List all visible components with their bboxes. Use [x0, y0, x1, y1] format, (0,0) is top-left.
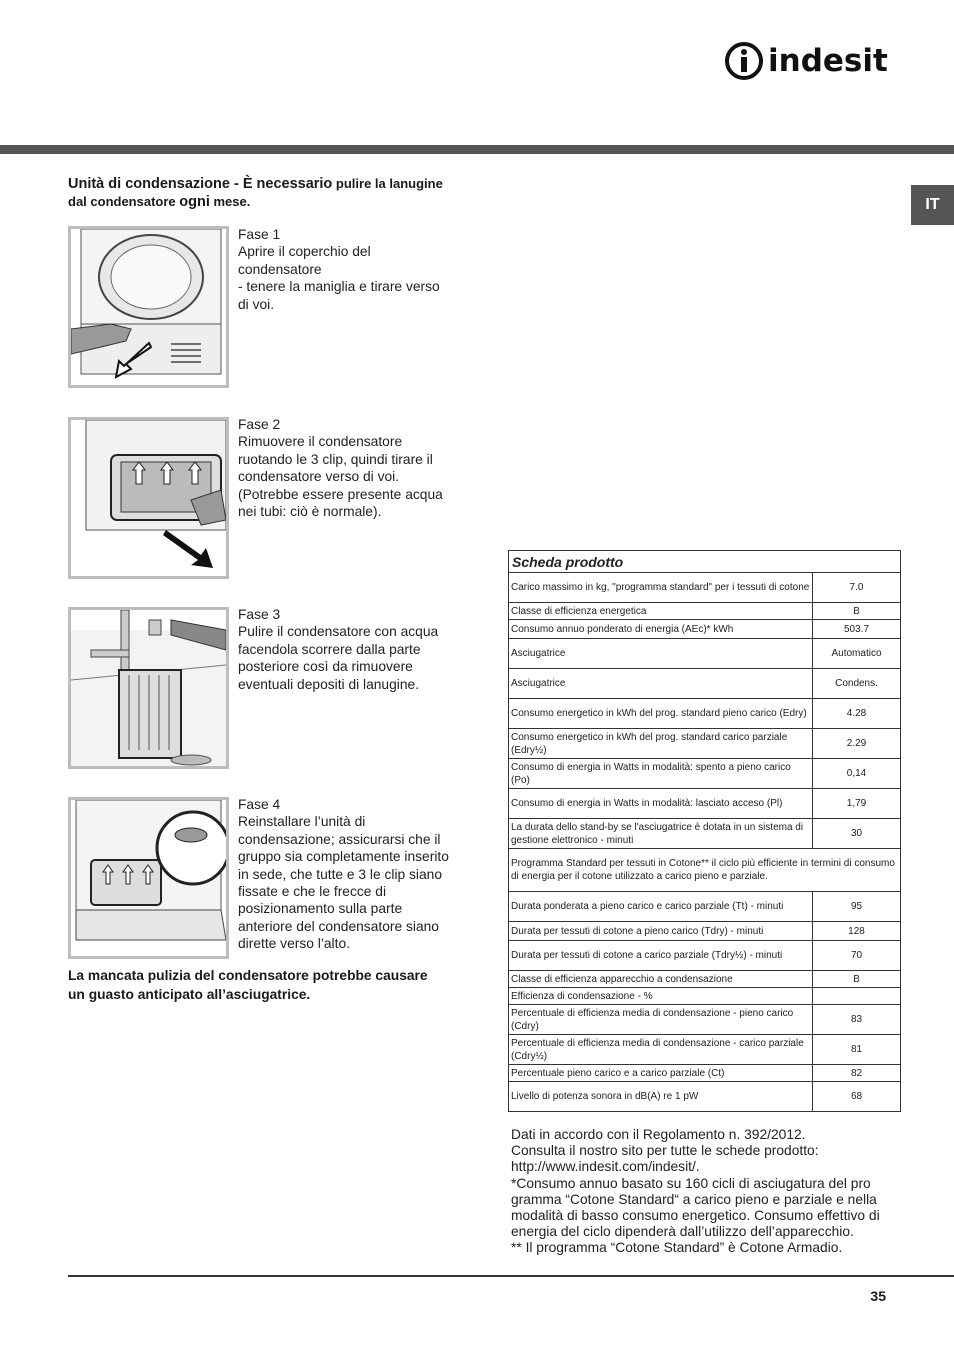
regulation-notes	[511, 1127, 889, 1257]
row-label: Durata ponderata a pieno carico e carico parziale (Tt) - minuti	[509, 892, 813, 922]
indesit-i-icon	[724, 40, 764, 82]
section-title-ogni: ogni	[179, 194, 210, 210]
notes-line: ** Il programma “Cotone Standard” è Cotone Armadio.	[511, 1240, 843, 1256]
table-row	[509, 699, 901, 729]
brand-name: indesit	[768, 43, 888, 79]
row-label: Classe di efficienza energetica	[509, 603, 813, 620]
row-label: La durata dello stand-by se l'asciugatrice è dotata in un sistema di gestione elettronico - minuti	[509, 819, 813, 849]
table-row	[509, 603, 901, 620]
row-label: Percentuale di efficienza media di condensazione - pieno carico (Cdry)	[509, 1005, 813, 1035]
table-row	[509, 1005, 901, 1035]
table-row	[509, 759, 901, 789]
step-1-text	[238, 226, 450, 313]
table-row	[509, 941, 901, 971]
table-row	[509, 1035, 901, 1065]
row-label: Programma Standard per tessuti in Cotone** il ciclo più efficiente in termini di consumo di energia per il cotone utilizzato a carico pieno e parziale.	[509, 849, 901, 892]
table-row	[509, 789, 901, 819]
table-row	[509, 849, 901, 892]
row-label: Asciugatrice	[509, 639, 813, 669]
table-header-row	[509, 551, 901, 573]
notes-line: *Consumo annuo basato su 160 cicli di asciugatura del pro	[511, 1175, 871, 1191]
table-row	[509, 1082, 901, 1112]
row-label: Percentuale di efficienza media di condensazione - carico parziale (Cdry½)	[509, 1035, 813, 1065]
table-row	[509, 573, 901, 603]
product-sheet-title: Scheda prodotto	[509, 551, 901, 573]
brand-logo	[724, 40, 888, 82]
step-3-body: Pulire il condensatore con acqua facendola scorrere dalla parte posteriore così da rimuovere eventuali depositi di lanugine.	[238, 624, 439, 692]
step-1-illustration	[68, 226, 229, 388]
row-label: Durata per tessuti di cotone a carico parziale (Tdry½) - minuti	[509, 941, 813, 971]
row-value: 128	[813, 922, 901, 941]
row-value: 1,79	[813, 789, 901, 819]
notes-line: Consulta il nostro sito per tutte le schede prodotto:	[511, 1143, 819, 1159]
row-label: Consumo energetico in kWh del prog. standard pieno carico (Edry)	[509, 699, 813, 729]
website-link[interactable]: http://www.indesit.com/indesit/.	[511, 1159, 700, 1175]
row-label: Livello di potenza sonora in dB(A) re 1 pW	[509, 1082, 813, 1112]
row-value: 503.7	[813, 620, 901, 639]
table-row	[509, 729, 901, 759]
table-row	[509, 639, 901, 669]
row-value: 70	[813, 941, 901, 971]
row-value: B	[813, 603, 901, 620]
step-4-text	[238, 796, 450, 953]
table-row	[509, 620, 901, 639]
table-row	[509, 892, 901, 922]
step-2-illustration	[68, 417, 229, 579]
step-3-illustration	[68, 607, 229, 769]
notes-line: energia del ciclo dipenderà dall’utilizzo dell’apparecchio.	[511, 1224, 854, 1240]
table-row	[509, 819, 901, 849]
step-4-illustration	[68, 797, 229, 959]
notes-line: gramma “Cotone Standard“ a carico pieno e parziale e nella	[511, 1191, 877, 1207]
row-label: Classe di efficienza apparecchio a condensazione	[509, 971, 813, 988]
row-label: Durata per tessuti di cotone a pieno carico (Tdry) - minuti	[509, 922, 813, 941]
row-value	[813, 988, 901, 1005]
step-2-text	[238, 416, 450, 520]
section-title-main: Unità di condensazione - È necessario	[68, 176, 333, 192]
step-1-body: Aprire il coperchio del condensatore - tenere la maniglia e tirare verso di voi.	[238, 244, 440, 312]
row-value: 83	[813, 1005, 901, 1035]
row-label: Consumo annuo ponderato di energia (AEc)* kWh	[509, 620, 813, 639]
notes-line: modalità di basso consumo energetico. Consumo effettivo di	[511, 1208, 880, 1224]
row-value: 95	[813, 892, 901, 922]
product-sheet-table	[508, 550, 901, 1112]
row-value: 4.28	[813, 699, 901, 729]
notes-line: Dati in accordo con il Regolamento n. 392/2012.	[511, 1127, 806, 1142]
row-label: Asciugatrice	[509, 669, 813, 699]
step-4-label: Fase 4	[238, 797, 281, 812]
row-label: Consumo di energia in Watts in modalità: spento a pieno carico (Po)	[509, 759, 813, 789]
step-4-body: Reinstallare l’unità di condensazione; assicurarsi che il gruppo sia completamente inserito in sede, che tutte e 3 le clip siano fissate e che le frecce di posizionamento sulla parte anteriore del condensatore siano dirette verso l’alto.	[238, 814, 449, 952]
bottom-divider	[68, 1275, 954, 1277]
table-row	[509, 922, 901, 941]
row-value: 68	[813, 1082, 901, 1112]
row-value: 30	[813, 819, 901, 849]
row-value: 81	[813, 1035, 901, 1065]
step-3-label: Fase 3	[238, 607, 281, 622]
row-label: Carico massimo in kg, "programma standard" per i tessuti di cotone	[509, 573, 813, 603]
table-row	[509, 971, 901, 988]
section-title	[68, 175, 448, 211]
step-2-body: Rimuovere il condensatore ruotando le 3 clip, quindi tirare il condensatore verso di voi. (Potrebbe essere presente acqua nei tubi: ciò è normale).	[238, 434, 443, 520]
section-title-end: mese.	[209, 194, 251, 209]
top-divider	[0, 145, 954, 154]
row-label: Consumo energetico in kWh del prog. standard carico parziale (Edry½)	[509, 729, 813, 759]
table-row	[509, 1065, 901, 1082]
page-number: 35	[870, 1288, 886, 1304]
row-value: Automatico	[813, 639, 901, 669]
step-1-label: Fase 1	[238, 227, 281, 242]
language-tab: IT	[911, 185, 954, 225]
step-3-text	[238, 606, 450, 693]
table-row	[509, 669, 901, 699]
row-value: Condens.	[813, 669, 901, 699]
row-label: Percentuale pieno carico e a carico parziale (Ct)	[509, 1065, 813, 1082]
row-label: Consumo di energia in Watts in modalità: lasciato acceso (Pl)	[509, 789, 813, 819]
step-2-label: Fase 2	[238, 417, 281, 432]
row-value: B	[813, 971, 901, 988]
row-label: Efficienza di condensazione - %	[509, 988, 813, 1005]
row-value: 0,14	[813, 759, 901, 789]
table-row	[509, 988, 901, 1005]
row-value: 82	[813, 1065, 901, 1082]
row-value: 7.0	[813, 573, 901, 603]
section-title-rest: pulire la lanugine dal condensatore	[68, 176, 443, 209]
maintenance-warning: La mancata pulizia del condensatore potrebbe causare un guasto anticipato all’asciugatrice.	[68, 968, 428, 1002]
row-value: 2.29	[813, 729, 901, 759]
